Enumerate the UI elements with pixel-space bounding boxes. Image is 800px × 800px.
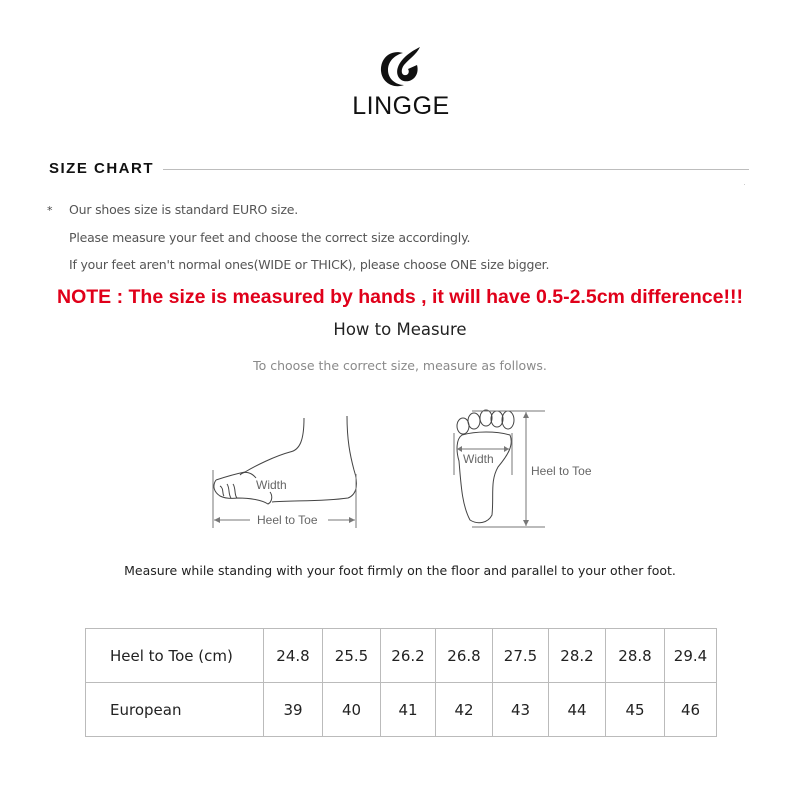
table-cell: 39	[264, 683, 323, 737]
table-cell: 26.8	[436, 629, 493, 683]
note-warning: NOTE : The size is measured by hands , it will have 0.5-2.5cm difference!!!	[57, 286, 743, 308]
row-label: European	[86, 683, 264, 737]
table-cell: 29.4	[665, 629, 717, 683]
side-width-label: Width	[256, 478, 287, 492]
table-cell: 43	[493, 683, 549, 737]
table-cell: 42	[436, 683, 493, 737]
table-cell: 25.5	[323, 629, 381, 683]
how-to-measure-subtitle: To choose the correct size, measure as follows.	[253, 358, 547, 373]
intro-line-3: If your feet aren't normal ones(WIDE or THICK), please choose ONE size bigger.	[69, 257, 550, 272]
leaf-g-logo-icon	[376, 45, 426, 95]
sole-width-label: Width	[463, 452, 494, 466]
sole-foot-diagram	[430, 395, 610, 535]
how-to-measure-title: How to Measure	[333, 320, 467, 339]
table-cell: 44	[549, 683, 606, 737]
table-cell: 24.8	[264, 629, 323, 683]
bullet-asterisk: *	[47, 204, 53, 217]
row-label: Heel to Toe (cm)	[86, 629, 264, 683]
table-cell: 40	[323, 683, 381, 737]
intro-line-2: Please measure your feet and choose the correct size accordingly.	[69, 230, 471, 245]
decorative-dot	[744, 184, 745, 185]
side-length-label: Heel to Toe	[257, 513, 318, 527]
table-cell: 26.2	[381, 629, 436, 683]
measure-instruction: Measure while standing with your foot firmly on the floor and parallel to your other foot.	[124, 563, 676, 578]
section-title: SIZE CHART	[49, 160, 154, 177]
table-cell: 28.2	[549, 629, 606, 683]
table-row-heel-to-toe	[86, 629, 717, 683]
table-cell: 27.5	[493, 629, 549, 683]
table-row-european	[86, 683, 717, 737]
side-foot-diagram	[200, 400, 380, 540]
section-divider	[163, 169, 749, 170]
table-cell: 28.8	[606, 629, 665, 683]
table-cell: 41	[381, 683, 436, 737]
brand-name: LINGGE	[352, 92, 450, 120]
sole-length-label: Heel to Toe	[531, 464, 592, 478]
intro-line-1: Our shoes size is standard EURO size.	[69, 202, 299, 217]
table-cell: 45	[606, 683, 665, 737]
table-cell: 46	[665, 683, 717, 737]
size-table	[85, 628, 717, 737]
